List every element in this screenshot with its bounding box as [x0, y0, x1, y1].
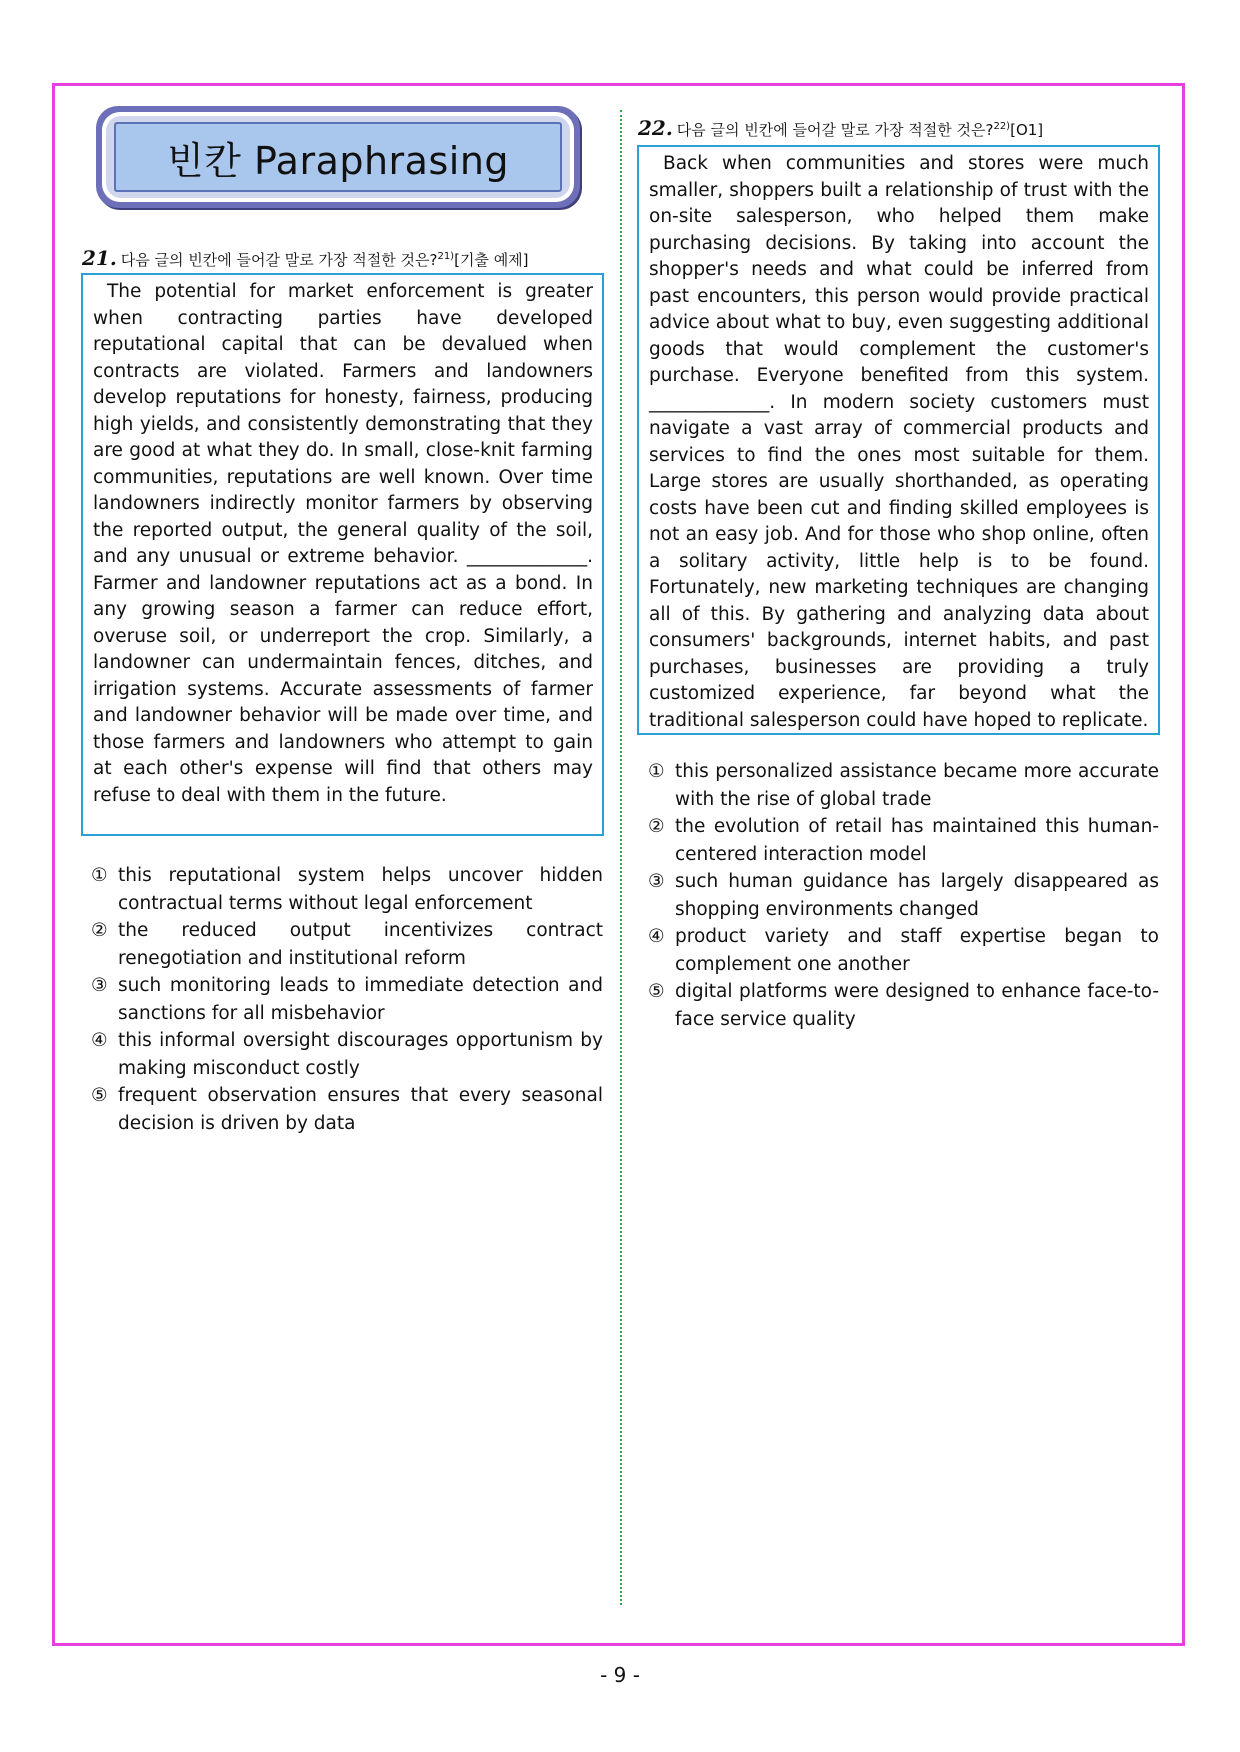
choice-item[interactable]: ③ such monitoring leads to immediate detection and sanctions for all misbehavior [91, 975, 603, 1024]
question-number: 22. [638, 116, 673, 140]
page-number: - 9 - [600, 1663, 640, 1687]
question-22-header [638, 116, 1043, 140]
choice-item[interactable]: ① this personalized assistance became more accurate with the rise of global trade [648, 761, 1159, 810]
question-22-choices [648, 758, 1159, 1033]
question-tag: [O1] [1010, 121, 1044, 139]
question-21-passage: The potential for market enforcement is greater when contracting parties have developed reputational capital that can be devalued when contracts are violated. Farmers and landowners develop reputations for honesty, fairness, producing high yields, and consistently demonstrating that they are good at what they do. In small, close-knit farming communities, reputations are well known. Over time landowners indirectly monitor farmers by observing the reported output, the general quality of the soil, and any unusual or extreme behavior. _____________. Farmer and landowner reputations act as a bond. In any growing season a farmer can reduce effort, overuse soil, or underreport the crop. Similarly, a landowner can undermaintain fences, ditches, and irrigation systems. Accurate assessments of farmer and landowner behavior will be made over time, and those farmers and landowners who attempt to gain at each other's expense will find that others may refuse to deal with them in the future. [81, 273, 604, 836]
question-tag: [기출 예제] [454, 251, 529, 269]
footnote-mark: 21) [437, 251, 455, 262]
choice-item[interactable]: ⑤ frequent observation ensures that every seasonal decision is driven by data [91, 1085, 603, 1134]
choice-item[interactable]: ① this reputational system helps uncover hidden contractual terms without legal enforcement [91, 865, 603, 914]
question-21-header [82, 246, 529, 270]
question-number: 21. [82, 246, 117, 270]
choice-item[interactable]: ② the evolution of retail has maintained this human-centered interaction model [648, 816, 1159, 865]
choice-item[interactable]: ② the reduced output incentivizes contract renegotiation and institutional reform [91, 920, 603, 969]
question-22-passage: Back when communities and stores were much smaller, shoppers built a relationship of trust with the on-site salesperson, who helped them make purchasing decisions. By taking into account the shopper's needs and what could be inferred from past encounters, this person would provide practical advice about what to buy, even suggesting additional goods that would complement the customer's purchase. Everyone benefited from this system. _____________. In modern society customers must navigate a vast array of commercial products and services to find the ones most suitable for them. Large stores are usually shorthanded, as operating costs have been cut and finding skilled employees is not an easy job. And for those who shop online, often a solitary activity, little help is to be found. Fortunately, new marketing techniques are changing all of this. By gathering and analyzing data about consumers' backgrounds, internet habits, and past purchases, businesses are providing a truly customized experience, far beyond what the traditional salesperson could have hoped to replicate. [637, 145, 1160, 735]
question-21-choices [91, 862, 603, 1137]
choice-item[interactable]: ④ this informal oversight discourages opportunism by making misconduct costly [91, 1030, 603, 1079]
column-divider [620, 110, 622, 1605]
question-prompt: 다음 글의 빈칸에 들어갈 말로 가장 적절한 것은? [120, 251, 438, 269]
question-prompt: 다음 글의 빈칸에 들어갈 말로 가장 적절한 것은? [676, 121, 994, 139]
footnote-mark: 22) [993, 121, 1011, 132]
section-title: 빈칸 Paraphrasing [166, 138, 510, 183]
choice-item[interactable]: ③ such human guidance has largely disappeared as shopping environments changed [648, 871, 1159, 920]
choice-item[interactable]: ⑤ digital platforms were designed to enhance face-to-face service quality [648, 981, 1159, 1030]
choice-item[interactable]: ④ product variety and staff expertise began to complement one another [648, 926, 1159, 975]
title-badge [96, 106, 580, 208]
